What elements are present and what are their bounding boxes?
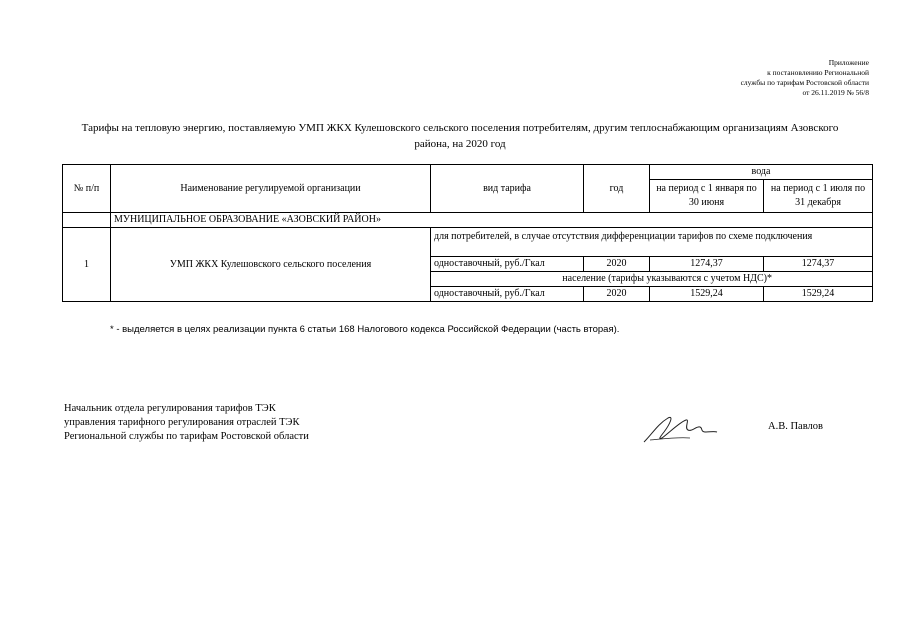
signer-line: Начальник отдела регулирования тарифов ТЭК — [64, 403, 276, 414]
header-org: Наименование регулируемой организации — [111, 165, 431, 213]
header-year: год — [584, 165, 650, 213]
table-row — [63, 228, 873, 257]
signer-line: управления тарифного регулирования отраслей ТЭК — [64, 417, 300, 428]
empty-cell — [63, 213, 111, 228]
tariff-type: одноставочный, руб./Гкал — [431, 287, 584, 302]
footnote: * - выделяется в целях реализации пункта 6 статьи 168 Налогового кодекса Российской Федерации (часть вторая). — [110, 324, 620, 335]
tariff-value-period-1: 1274,37 — [650, 257, 764, 272]
appendix-block — [741, 58, 869, 98]
signer-name: А.В. Павлов — [768, 421, 823, 432]
row-number: 1 — [63, 228, 111, 302]
title-line-1: Тарифы на тепловую энергию, поставляемую УМП ЖКХ Кулешовского сельского поселения потребителям, другим теплоснабжающим организациям Азовского — [81, 122, 839, 134]
signer-position — [64, 402, 309, 444]
tariff-value-period-1: 1529,24 — [650, 287, 764, 302]
signer-line: Региональной службы по тарифам Ростовской области — [64, 431, 309, 442]
municipality-row — [63, 213, 873, 228]
header-period-2: на период с 1 июля по 31 декабря — [764, 180, 873, 213]
tariff-type: одноставочный, руб./Гкал — [431, 257, 584, 272]
header-row — [63, 165, 873, 180]
title-line-2: района, на 2020 год — [414, 138, 506, 150]
appendix-line: к постановлению Региональной — [767, 68, 869, 77]
header-group-water: вода — [650, 165, 873, 180]
tariff-value-period-2: 1274,37 — [764, 257, 873, 272]
section-consumers: для потребителей, в случае отсутствия дифференциации тарифов по схеме подключения — [431, 228, 873, 257]
tariff-table — [62, 164, 873, 302]
appendix-line: от 26.11.2019 № 56/8 — [802, 88, 869, 97]
organization-name: УМП ЖКХ Кулешовского сельского поселения — [111, 228, 431, 302]
header-num: № п/п — [63, 165, 111, 213]
tariff-year: 2020 — [584, 287, 650, 302]
header-period-1: на период с 1 января по 30 июня — [650, 180, 764, 213]
section-population: население (тарифы указываются с учетом НДС)* — [431, 272, 873, 287]
municipality-name: МУНИЦИПАЛЬНОЕ ОБРАЗОВАНИЕ «АЗОВСКИЙ РАЙОН» — [111, 213, 873, 228]
appendix-line: Приложение — [828, 58, 869, 67]
handwritten-signature — [640, 410, 720, 446]
tariff-year: 2020 — [584, 257, 650, 272]
tariff-value-period-2: 1529,24 — [764, 287, 873, 302]
header-tariff-type: вид тарифа — [431, 165, 584, 213]
appendix-line: службы по тарифам Ростовской области — [740, 78, 869, 87]
document-title — [60, 120, 860, 152]
